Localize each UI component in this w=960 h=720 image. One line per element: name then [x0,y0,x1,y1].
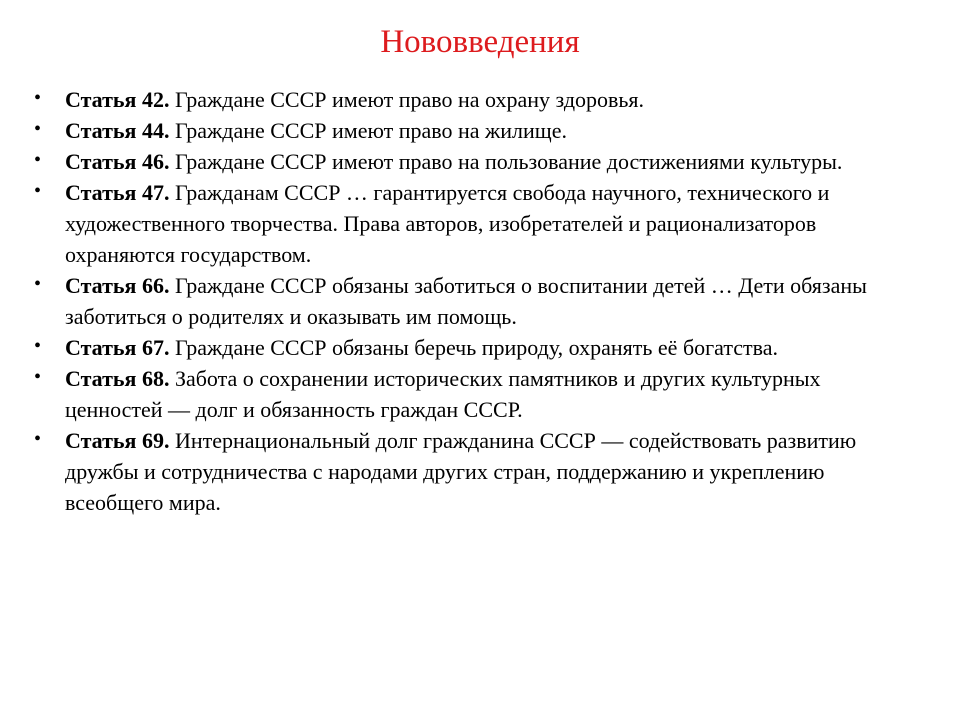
article-text: Граждане СССР имеют право на охрану здоровья. [174,87,645,112]
list-item-article-47 [34,177,906,270]
list-item-article-42 [34,84,906,115]
article-label: Статья 44. [65,118,170,143]
article-text: Гражданам СССР … гарантируется свобода научного, технического и художественного творчества. Права авторов, изобретателей и рационализаторов охраняются государством. [65,180,830,267]
list-item-article-46 [34,146,906,177]
article-label: Статья 68. [65,366,170,391]
article-text: Граждане СССР обязаны заботиться о воспитании детей … Дети обязаны заботиться о родителях и оказывать им помощь. [65,273,867,329]
list-item-article-67 [34,332,906,363]
article-label: Статья 69. [65,428,170,453]
bullet-list [34,84,906,518]
article-text: Забота о сохранении исторических памятников и других культурных ценностей — долг и обязанность граждан СССР. [65,366,821,422]
article-text: Интернациональный долг гражданина СССР — содействовать развитию дружбы и сотрудничества с народами других стран, поддержанию и укреплению всеобщего мира. [65,428,857,515]
list-item-article-69 [34,425,906,518]
list-item-article-68 [34,363,906,425]
article-text: Граждане СССР имеют право на пользование достижениями культуры. [174,149,843,174]
article-label: Статья 67. [65,335,170,360]
slide-title: Нововведения [380,24,580,60]
article-text: Граждане СССР имеют право на жилище. [174,118,567,143]
list-item-article-66 [34,270,906,332]
article-text: Граждане СССР обязаны беречь природу, охранять её богатства. [174,335,778,360]
article-label: Статья 47. [65,180,170,205]
article-label: Статья 42. [65,87,170,112]
article-label: Статья 66. [65,273,170,298]
article-label: Статья 46. [65,149,170,174]
list-item-article-44 [34,115,906,146]
